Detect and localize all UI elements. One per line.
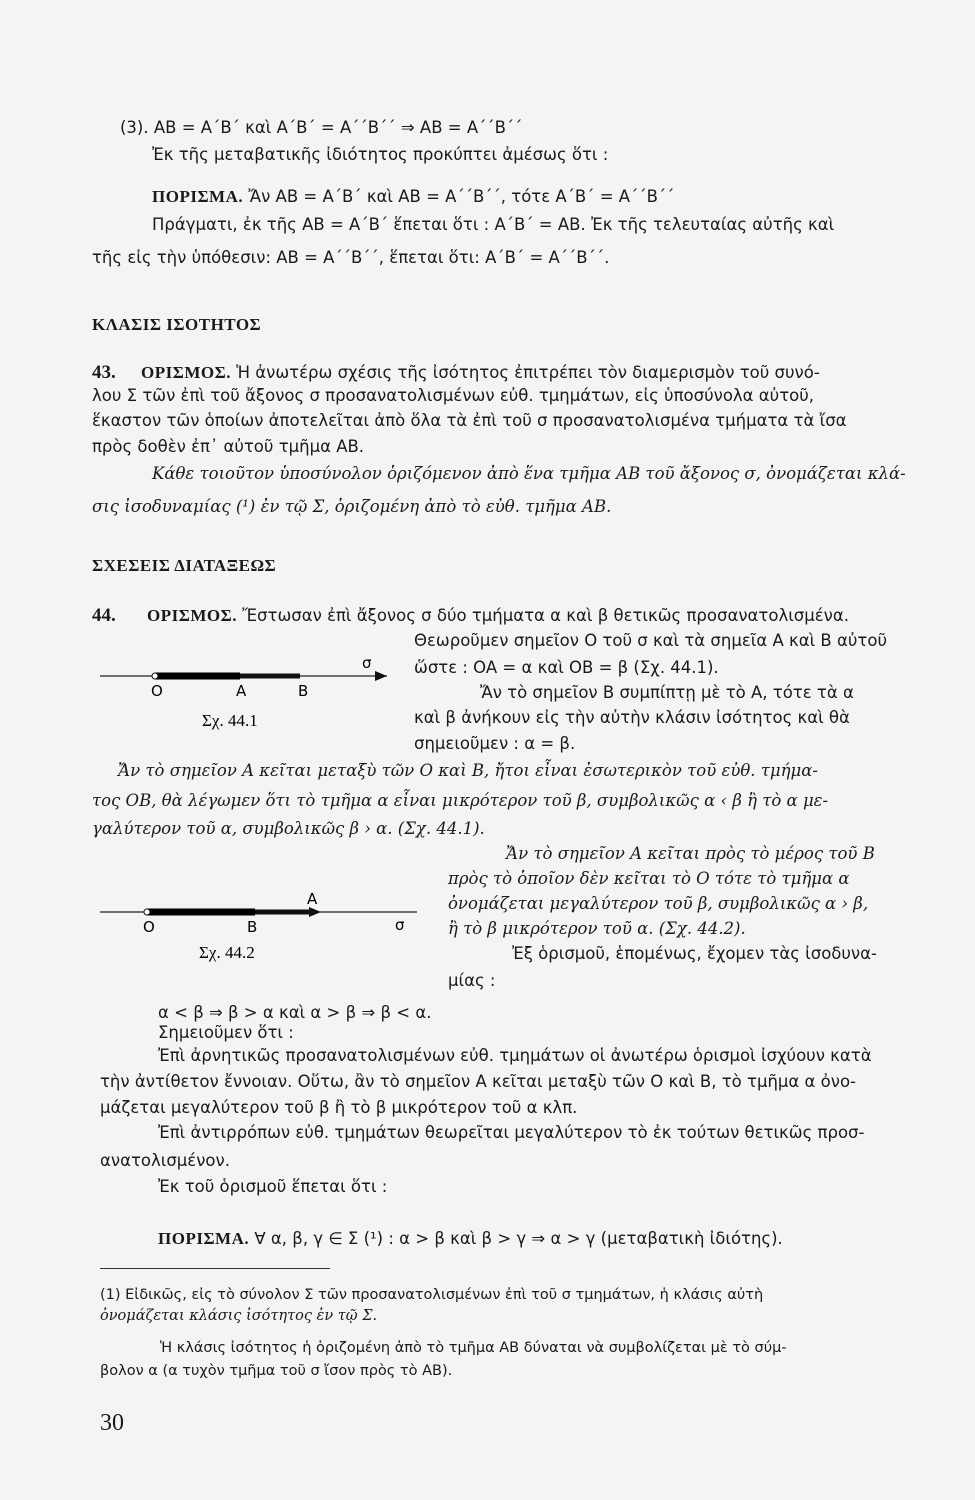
definition-text: Ἔστωσαν ἐπὶ ἄξονος σ δύο τμήματα α καὶ β θετικῶς προσανατολισμένα. — [242, 606, 850, 625]
text-line: μάζεται μεγαλύτερον τοῦ β ἢ τὸ β μικρότερον τοῦ α κλπ. — [100, 1098, 578, 1117]
segment-arrow-icon — [309, 907, 321, 917]
corollary-heading: ΠΟΡΙΣΜΑ. — [158, 1229, 250, 1248]
section-number: 43. — [92, 362, 116, 383]
text-line: ἢ τὸ β μικρότερον τοῦ α. (Σχ. 44.2). — [448, 919, 746, 938]
text-line: μίας : — [448, 971, 496, 990]
text-line: σις ἰσοδυναμίας (¹) ἐν τῷ Σ, ὁριζομένη ἀπὸ τὸ εὐθ. τμῆμα AB. — [92, 497, 612, 516]
section-number: 44. — [92, 605, 116, 626]
label-b: B — [298, 682, 309, 700]
label-sigma: σ — [395, 916, 405, 934]
footnote-line: βολον α (α τυχὸν τμῆμα τοῦ σ ἴσον πρὸς τὸ AB). — [100, 1363, 453, 1379]
text-line: τος OB, θὰ λέγωμεν ὅτι τὸ τμῆμα α εἶναι μικρότερον τοῦ β, συμβολικῶς α ‹ β ἢ τὸ α με- — [92, 791, 829, 810]
text-line: σημειοῦμεν : α = β. — [414, 734, 576, 753]
text-line: Ἐκ τῆς μεταβατικῆς ἰδιότητος προκύπτει ἀμέσως ὅτι : — [152, 145, 609, 164]
corollary-text: Ἄν AB = A΄B΄ καὶ AB = A΄΄B΄΄, τότε A΄B΄ = A΄΄B΄΄ — [248, 187, 675, 206]
section-heading: ΚΛΑΣΙΣ ΙΣΟΤΗΤΟΣ — [92, 315, 262, 334]
definition-44-first-line — [92, 605, 849, 627]
text-line: Θεωροῦμεν σημεῖον Ο τοῦ σ καὶ τὰ σημεῖα Α καὶ Β αὐτοῦ — [414, 631, 887, 650]
label-o: O — [151, 682, 163, 700]
corollary-line — [158, 1228, 783, 1250]
corollary-line — [152, 186, 674, 208]
corollary-text: ∀ α, β, γ ∈ Σ (¹) : α > β καὶ β > γ ⇒ α > γ (μεταβατικὴ ἰδιότης). — [254, 1229, 783, 1248]
section-heading: ΣΧΕΣΕΙΣ ΔΙΑΤΑΞΕΩΣ — [92, 556, 277, 575]
figure-44-1 — [95, 650, 395, 740]
text-line: πρὸς τὸ ὁποῖον δὲν κεῖται τὸ Ο τότε τὸ τμῆμα α — [448, 869, 850, 888]
corollary-heading: ΠΟΡΙΣΜΑ. — [152, 187, 244, 206]
equation-line: (3). AB = A΄B΄ καὶ A΄B΄ = A΄΄B΄΄ ⇒ AB = A΄΄B΄΄ — [120, 118, 523, 137]
axis-arrow-icon — [375, 671, 387, 681]
text-line: Ἐκ τοῦ ὁρισμοῦ ἕπεται ὅτι : — [158, 1177, 388, 1196]
footnote-line: (1) Εἰδικῶς, εἰς τὸ σύνολον Σ τῶν προσανατολισμένων ἐπὶ τοῦ σ τμημάτων, ἡ κλάσις αὐτὴ — [100, 1287, 764, 1303]
figure-44-2 — [95, 890, 425, 970]
text-line: ὀνομάζεται μεγαλύτερον τοῦ β, συμβολικῶς α › β, — [448, 894, 869, 913]
text-line: Ἄν τὸ σημεῖον Α κεῖται πρὸς τὸ μέρος τοῦ Β — [506, 844, 875, 863]
text-line: τῆς εἰς τὴν ὑπόθεσιν: AB = A΄΄B΄΄, ἕπεται ὅτι: A΄B΄ = A΄΄B΄΄. — [92, 248, 610, 267]
footnote-line: ὀνομάζεται κλάσις ἰσότητος ἐν τῷ Σ. — [100, 1308, 378, 1324]
page-number: 30 — [100, 1410, 124, 1436]
footnote-line: Ἡ κλάσις ἰσότητος ἡ ὁριζομένη ἀπὸ τὸ τμῆμα AB δύναται νὰ συμβολίζεται μὲ τὸ σύμ- — [160, 1340, 787, 1356]
text-line: Ἐξ ὁρισμοῦ, ἑπομένως, ἔχομεν τὰς ἰσοδυνα- — [512, 944, 877, 963]
label-a: A — [236, 682, 247, 700]
label-sigma: σ — [362, 654, 372, 672]
text-line: λου Σ τῶν ἐπὶ τοῦ ἄξονος σ προσανατολισμένων εὐθ. τμημάτων, εἰς ὑποσύνολα αὐτοῦ, — [92, 386, 815, 405]
text-line: καὶ β ἀνήκουν εἰς τὴν αὐτὴν κλάσιν ἰσότητος καὶ θὰ — [414, 708, 850, 727]
text-line: Ἄν τὸ σημεῖον Α κεῖται μεταξὺ τῶν Ο καὶ Β, ἤτοι εἶναι ἐσωτερικὸν τοῦ εὐθ. τμήμα- — [118, 761, 818, 780]
label-b: B — [247, 918, 258, 936]
text-line: ὥστε : OA = α καὶ OB = β (Σχ. 44.1). — [414, 658, 719, 677]
definition-text: Ἡ ἀνωτέρω σχέσις τῆς ἰσότητος ἐπιτρέπει τὸν διαμερισμὸν τοῦ συνό- — [236, 363, 820, 382]
text-line: πρὸς δοθὲν ἐπ᾿ αὐτοῦ τμῆμα AB. — [92, 437, 365, 456]
definition-43-first-line — [92, 362, 820, 384]
point-o — [152, 673, 158, 679]
text-line: Ἄν τὸ σημεῖον Β συμπίπτῃ μὲ τὸ Α, τότε τὰ α — [480, 683, 854, 702]
text-line: ἕκαστον τῶν ὁποίων ἀποτελεῖται ἀπὸ ὅλα τὰ ἐπὶ τοῦ σ προσανατολισμένα τμήματα τὰ ἴσα — [92, 411, 847, 430]
text-line: Σημειοῦμεν ὅτι : — [158, 1023, 294, 1042]
text-line: Κάθε τοιοῦτον ὑποσύνολον ὁριζόμενον ἀπὸ ἕνα τμῆμα AB τοῦ ἄξονος σ, ὀνομάζεται κλά- — [152, 464, 906, 483]
text-line: Ἐπὶ ἀρνητικῶς προσανατολισμένων εὐθ. τμημάτων οἱ ἀνωτέρω ὁρισμοὶ ἰσχύουν κατὰ — [158, 1046, 872, 1065]
label-a: A — [307, 890, 318, 908]
text-line: τὴν ἀντίθετον ἔννοιαν. Οὕτω, ἂν τὸ σημεῖον Α κεῖται μεταξὺ τῶν Ο καὶ Β, τὸ τμῆμα α ὀνο- — [100, 1072, 857, 1091]
figure-caption: Σχ. 44.2 — [199, 943, 255, 962]
equivalence-line: α < β ⇒ β > α καὶ α > β ⇒ β < α. — [158, 1003, 432, 1022]
figure-caption: Σχ. 44.1 — [202, 711, 258, 730]
text-line: Πράγματι, ἐκ τῆς AB = A΄B΄ ἕπεται ὅτι : A΄B΄ = AB. Ἐκ τῆς τελευταίας αὐτῆς καὶ — [152, 215, 835, 234]
text-line: ανατολισμένον. — [100, 1151, 230, 1170]
text-line: γαλύτερον τοῦ α, συμβολικῶς β › α. (Σχ. 44.1). — [92, 819, 485, 838]
point-o — [144, 909, 150, 915]
definition-heading: ΟΡΙΣΜΟΣ. — [147, 606, 237, 625]
text-line: Ἐπὶ ἀντιρρόπων εὐθ. τμημάτων θεωρεῖται μεγαλύτερον τὸ ἐκ τούτων θετικῶς προσ- — [158, 1123, 865, 1142]
footnote-rule — [100, 1268, 330, 1269]
definition-heading: ΟΡΙΣΜΟΣ. — [141, 363, 231, 382]
label-o: O — [143, 918, 155, 936]
